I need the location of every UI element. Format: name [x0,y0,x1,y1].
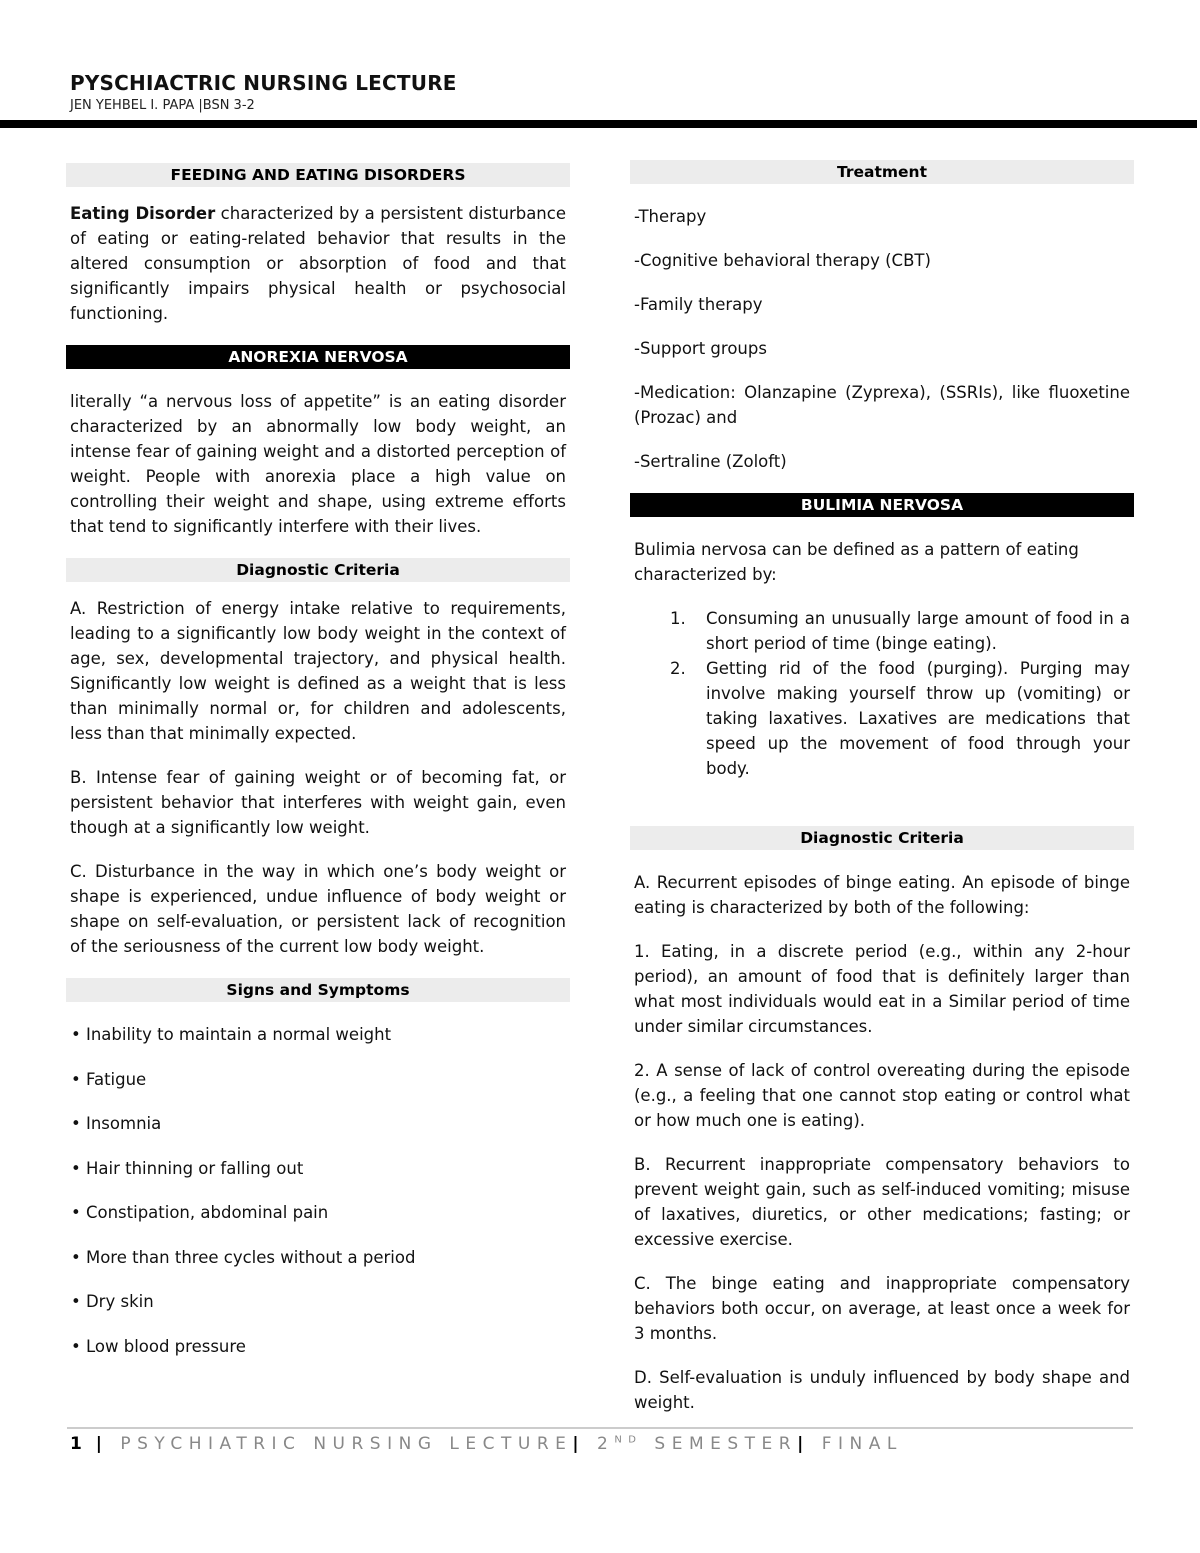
list-item [630,606,1134,656]
list-item: • Inability to maintain a normal weight [71,1025,392,1044]
list-item: • Insomnia [71,1114,162,1133]
list-item: • Dry skin [71,1292,154,1311]
document-subtitle: JEN YEHBEL I. PAPA |BSN 3-2 [70,98,255,113]
treatment-item: -Sertraline (Zoloft) [634,452,787,471]
treatment-item: -Therapy [634,207,707,226]
treatment-item: -Family therapy [634,295,763,314]
list-number: 1. [670,609,686,628]
criterion-2: 2. A sense of lack of control overeating during the episode (e.g., a feeling that one cannot stop eating or control what or how much one is eating). [634,1061,1130,1130]
footer-semester: SEMESTER [642,1434,798,1454]
eating-disorder-definition [66,201,570,326]
list-text: Consuming an unusually large amount of food in a short period of time (binge eating). [706,609,1130,653]
bulimia-definition: Bulimia nervosa can be defined as a pattern of eating characterized by: [634,540,1079,584]
section-heading-anorexia: ANOREXIA NERVOSA [66,345,570,369]
list-item: • Fatigue [71,1069,147,1089]
criterion-a: A. Restriction of energy intake relative to requirements, leading to a significantly low body weight in the context of age, sex, developmental trajectory, and physical health. Significantly low weight is defined as a weight that is less than minimally normal or, for children and adolescents, less than that minimally expected. [70,599,566,743]
criterion-c: C. Disturbance in the way in which one’s body weight or shape is experienced, undue influence of body weight or shape on self-evaluation, or persistent lack of recognition of the seriousness of the current low body weight. [70,862,566,956]
anorexia-definition: literally “a nervous loss of appetite” is an eating disorder characterized by an abnormally low body weight, an intense fear of gaining weight and a distorted perception of weight. People with anorexia place a high value on controlling their weight and shape, using extreme efforts that tend to significantly interfere with their lives. [70,392,566,536]
left-column [66,160,570,1378]
footer-separator: | [572,1434,586,1454]
page-footer [70,1434,903,1454]
footer-separator: | [797,1434,810,1454]
section-heading-feeding: FEEDING AND EATING DISORDERS [66,163,570,187]
list-item: • More than three cycles without a period [71,1247,416,1267]
criterion-1: 1. Eating, in a discrete period (e.g., within any 2-hour period), an amount of food that is definitely larger than what most individuals would eat in a Similar period of time under similar circumstances. [634,942,1130,1036]
section-heading-diagnostic-criteria: Diagnostic Criteria [66,558,570,582]
right-column [630,160,1134,1434]
treatment-item: -Medication: Olanzapine (Zyprexa), (SSRIs), like fluoxetine (Prozac) and [634,383,1130,427]
treatment-item: -Support groups [634,339,767,358]
list-item: • Constipation, abdominal pain [71,1203,329,1222]
footer-semester-number: 2 [597,1434,615,1454]
criterion-c: C. The binge eating and inappropriate compensatory behaviors both occur, on average, at least once a week for 3 months. [634,1274,1130,1343]
footer-term: FINAL [821,1434,903,1454]
list-item: • Hair thinning or falling out [71,1158,304,1178]
footer-course: PSYCHIATRIC NURSING LECTURE [120,1434,573,1454]
criterion-b: B. Recurrent inappropriate compensatory behaviors to prevent weight gain, such as self-induced vomiting; misuse of laxatives, diuretics, or other medications; fasting; or excessive exercise. [634,1155,1130,1249]
signs-list [66,1022,570,1359]
list-item [630,656,1134,781]
section-heading-diagnostic-criteria: Diagnostic Criteria [630,826,1134,850]
footer-rule [67,1427,1133,1429]
list-number: 2. [670,659,686,678]
criterion-a: A. Recurrent episodes of binge eating. An episode of binge eating is characterized by both of the following: [634,873,1130,917]
eating-disorder-text: characterized by a persistent disturbance of eating or eating-related behavior that results in the altered consumption or absorption of food and that significantly impairs physical health or psychosocial functioning. [70,204,566,323]
bulimia-list [630,606,1134,781]
treatment-item: -Cognitive behavioral therapy (CBT) [634,251,931,270]
eating-disorder-term: Eating Disorder [70,204,216,223]
section-heading-signs: Signs and Symptoms [66,978,570,1002]
document-title: PYSCHIACTRIC NURSING LECTURE [70,71,457,95]
header-rule [0,120,1197,128]
section-heading-bulimia: BULIMIA NERVOSA [630,493,1134,517]
criterion-d: D. Self-evaluation is unduly influenced by body shape and weight. [634,1368,1130,1412]
section-heading-treatment: Treatment [630,160,1134,184]
list-item: • Low blood pressure [71,1336,246,1356]
page-number: 1 [70,1434,84,1454]
list-text: Getting rid of the food (purging). Purging may involve making yourself throw up (vomiting) or taking laxatives. Laxatives are medications that speed up the movement of food through your body. [706,659,1130,778]
criterion-b: B. Intense fear of gaining weight or of becoming fat, or persistent behavior that interferes with weight gain, even though at a significantly low weight. [70,768,566,837]
footer-separator: | [95,1434,109,1454]
footer-ordinal: ND [614,1434,643,1446]
